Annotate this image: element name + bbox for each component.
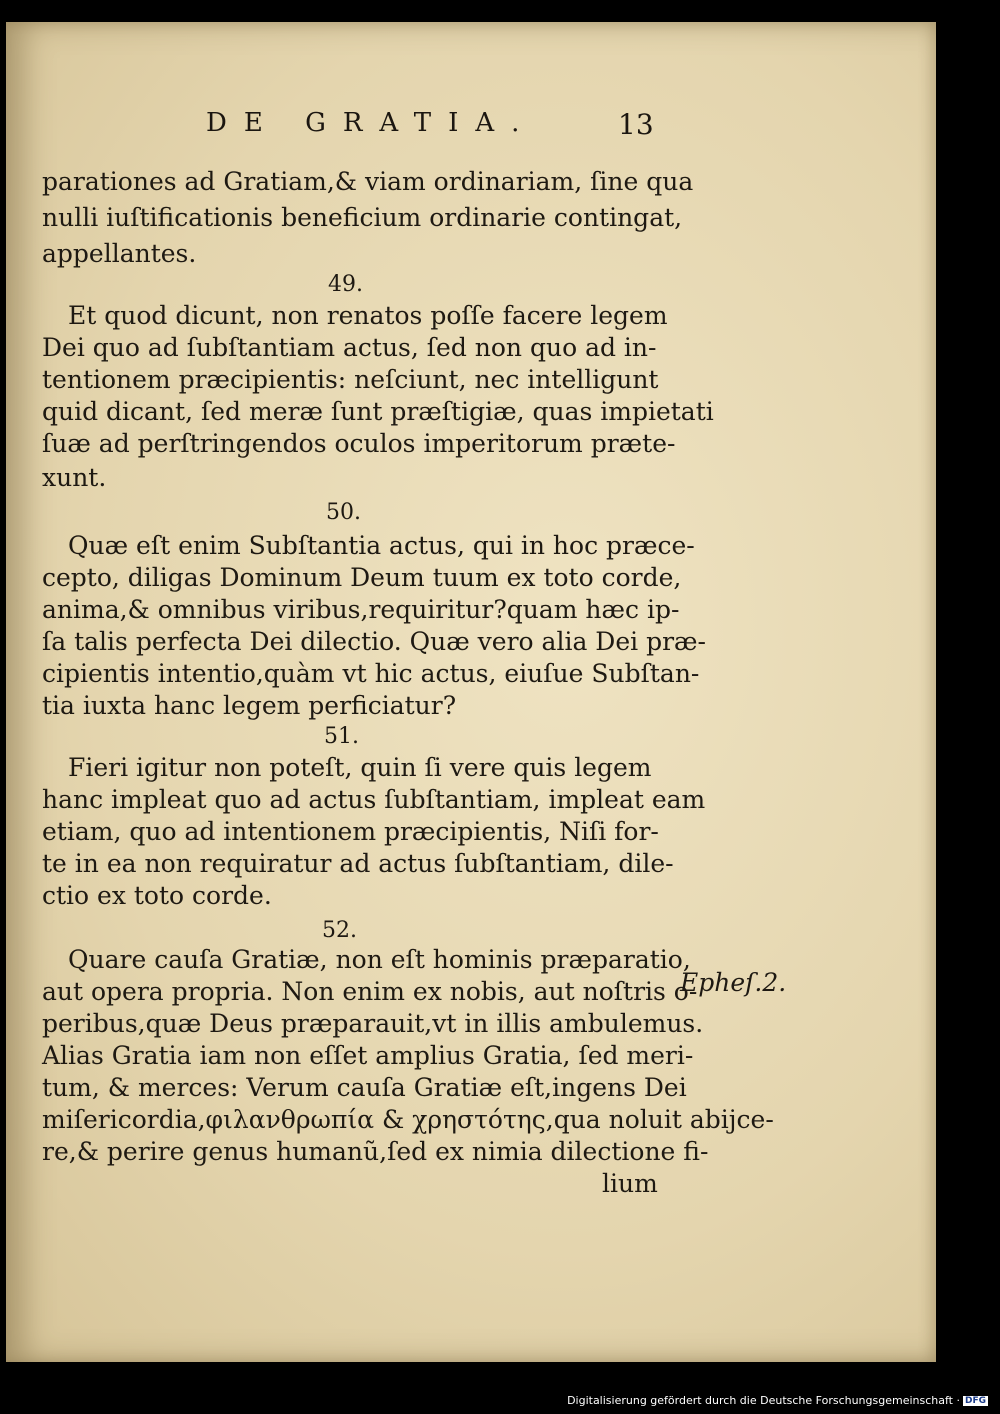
- text-line: Alias Gratia iam non eſſet amplius Gratia, ſed meri-: [42, 1041, 694, 1070]
- text-line: Fieri igitur non poteſt, quin ſi vere quis legem: [68, 753, 652, 782]
- text-line: etiam, quo ad intentionem præcipientis, Niſi for-: [42, 817, 659, 846]
- running-title: DE GRATIA.: [206, 108, 537, 138]
- margin-note: Epheſ.2.: [680, 968, 787, 997]
- text-line: lium: [602, 1169, 658, 1198]
- text-line: tia iuxta hanc legem perficiatur?: [42, 691, 457, 720]
- section-number-52: 52.: [322, 918, 357, 943]
- text-line: tentionem præcipientis: neſciunt, nec intelligunt: [42, 365, 659, 394]
- text-line: aut opera propria. Non enim ex nobis, aut noſtris o-: [42, 977, 698, 1006]
- text-line: tum, & merces: Verum cauſa Gratiæ eſt,ingens Dei: [42, 1073, 687, 1102]
- book-page: [6, 22, 936, 1362]
- text-line: hanc impleat quo ad actus ſubſtantiam, impleat eam: [42, 785, 706, 814]
- text-line: parationes ad Gratiam,& viam ordinariam, ſine qua: [42, 167, 694, 196]
- section-number-50: 50.: [326, 500, 361, 525]
- text-line: nulli iuſtificationis beneficium ordinarie contingat,: [42, 203, 683, 232]
- text-line: quid dicant, ſed meræ ſunt præſtigiæ, quas impietati: [42, 397, 714, 426]
- text-line: peribus,quæ Deus præparauit,vt in illis ambulemus.: [42, 1009, 704, 1038]
- section-number-49: 49.: [328, 272, 363, 297]
- text-line: cipientis intentio,quàm vt hic actus, eiuſue Subſtan-: [42, 659, 700, 688]
- text-line: anima,& omnibus viribus,requiritur?quam hæc ip-: [42, 595, 680, 624]
- section-number-51: 51.: [324, 724, 359, 749]
- text-line: te in ea non requiratur ad actus ſubſtantiam, dile-: [42, 849, 674, 878]
- text-line: Quæ eſt enim Subſtantia actus, qui in hoc præce-: [68, 531, 695, 560]
- text-line: appellantes.: [42, 239, 197, 268]
- text-line: Quare cauſa Gratiæ, non eſt hominis præparatio,: [68, 945, 691, 974]
- page-number: 13: [618, 108, 654, 141]
- text-line: ſa talis perfecta Dei dilectio. Quæ vero alia Dei præ-: [42, 627, 706, 656]
- text-line: miſericordia,φιλανθρωπία & χρηστότης,qua noluit abijce-: [42, 1105, 774, 1134]
- text-line: Et quod dicunt, non renatos poſſe facere legem: [68, 301, 668, 330]
- text-line: ctio ex toto corde.: [42, 881, 272, 910]
- digitization-credit: [567, 1394, 988, 1407]
- text-line: re,& perire genus humanũ,ſed ex nimia dilectione fi-: [42, 1137, 709, 1166]
- text-line: Dei quo ad ſubſtantiam actus, ſed non quo ad in-: [42, 333, 657, 362]
- dfg-logo-icon: DFG: [964, 1395, 986, 1406]
- text-line: cepto, diligas Dominum Deum tuum ex toto corde,: [42, 563, 682, 592]
- text-line: ſuæ ad perſtringendos oculos imperitorum præte-: [42, 429, 676, 458]
- credit-text: Digitalisierung gefördert durch die Deutsche Forschungsgemeinschaft ·: [567, 1394, 960, 1407]
- text-line: xunt.: [42, 463, 107, 492]
